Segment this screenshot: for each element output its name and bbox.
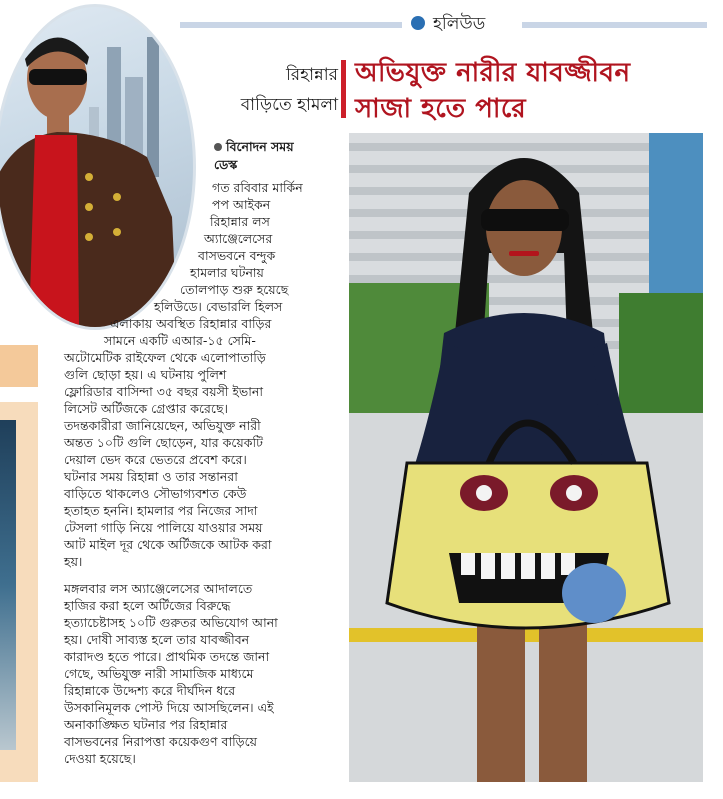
- article-line: ফ্লোরিডার বাসিন্দা ৩৫ বছর বয়সী ইভানা: [64, 384, 263, 399]
- article-line: অনাকাঙ্ক্ষিত ঘটনার পর রিহান্নার: [64, 717, 228, 732]
- article-line: হত্যাচেষ্টাসহ ১০টি গুরুতর অভিযোগ আনা: [64, 615, 278, 630]
- section-rule-left: [180, 22, 402, 28]
- article-line: এলাকায় অবস্থিত রিহান্নার বাড়ির: [110, 316, 272, 331]
- adjacent-photo-fragment: [0, 420, 16, 750]
- kicker-line-1: রিহান্নার: [285, 65, 338, 85]
- section-label: হলিউড: [433, 14, 486, 34]
- article-line: লিসেট অর্টিজকে গ্রেপ্তার করেছে।: [64, 401, 228, 416]
- article-line: অটোমেটিক রাইফেল থেকে এলোপাতাড়ি: [64, 350, 266, 365]
- article-line: পপ আইকন: [212, 197, 271, 212]
- person-photo-right: [349, 133, 703, 782]
- article-line: বাসভবনের নিরাপত্তা কয়েকগুণ বাড়িয়ে: [64, 734, 257, 749]
- article-line: তদন্তকারীরা জানিয়েছেন, অভিযুক্ত নারী: [64, 418, 261, 433]
- article-line: অ্যাঞ্জেলেসের: [204, 231, 273, 246]
- article-line: হতাহত হননি। হামলার পর নিজের সাদা: [64, 503, 258, 518]
- article-line: হয়। দোষী সাব্যস্ত হলে তার যাবজ্জীবন: [64, 632, 250, 647]
- byline-line-1: বিনোদন সময়: [226, 139, 294, 154]
- article-line: হয়।: [64, 554, 83, 569]
- article-line: সামনে একটি এআর-১৫ সেমি-: [104, 333, 256, 348]
- kicker-line-2: বাড়িতে হামলা: [240, 95, 338, 115]
- article-line: গত রবিবার মার্কিন: [212, 180, 303, 195]
- headline-line-2: সাজা হতে পারে: [355, 94, 527, 124]
- article-line: হামলার ঘটনায়: [190, 265, 264, 280]
- article-line: গেছে, অভিযুক্ত নারী সামাজিক মাধ্যমে: [64, 666, 254, 681]
- portrait-illustration: [0, 7, 193, 327]
- article-line: অন্তত ১০টি গুলি ছোড়েন, যার কয়েকটি: [64, 435, 263, 450]
- article-line: হাজির করা হলে অর্টিজের বিরুদ্ধে: [64, 598, 231, 613]
- street-photo-illustration: [349, 133, 703, 782]
- article-line: আট মাইল দূর থেকে অর্টিজকে আটক করা: [64, 537, 272, 552]
- article-line: দেয়াল ভেদ করে ভেতরে প্রবেশ করে।: [64, 452, 247, 467]
- article-line: বাড়িতে থাকলেও সৌভাগ্যবশত কেউ: [64, 486, 247, 501]
- article-line: উসকানিমূলক পোস্ট দিয়ে আসছিলেন। এই: [64, 700, 274, 715]
- article-line: ঘটনার সময় রিহান্না ও তার সন্তানরা: [64, 469, 238, 484]
- person-photo-left: [0, 4, 196, 330]
- article-line: টেসলা গাড়ি নিয়ে পালিয়ে যাওয়ার সময়: [64, 520, 263, 535]
- article-line: রিহান্নাকে উদ্দেশ্য করে দীর্ঘদিন ধরে: [64, 683, 236, 698]
- article-line: মঙ্গলবার লস অ্যাঞ্জেলেসের আদালতে: [64, 581, 253, 596]
- article-line: বাসভবনে বন্দুক: [198, 248, 276, 263]
- article-line: গুলি ছোড়া হয়। এ ঘটনায় পুলিশ: [64, 367, 227, 382]
- byline-line-2: ডেস্ক: [214, 157, 238, 172]
- section-rule-right: [522, 22, 707, 28]
- article-line: দেওয়া হয়েছে।: [64, 751, 136, 766]
- byline: [214, 138, 324, 174]
- byline-bullet-icon: [214, 143, 222, 151]
- article-line: রিহান্নার লস: [210, 214, 270, 229]
- article-line: তোলপাড় শুরু হয়েছে: [180, 282, 289, 297]
- headline-accent-bar: [341, 60, 346, 118]
- article-line: কারাদণ্ড হতে পারে। প্রাথমিক তদন্তে জানা: [64, 649, 270, 664]
- headline-line-1: অভিযুক্ত নারীর যাবজ্জীবন: [355, 58, 631, 88]
- article-line: হলিউডে। বেভারলি হিলস: [154, 299, 283, 314]
- adjacent-column-strip: [0, 345, 38, 387]
- section-dot-icon: [411, 16, 425, 30]
